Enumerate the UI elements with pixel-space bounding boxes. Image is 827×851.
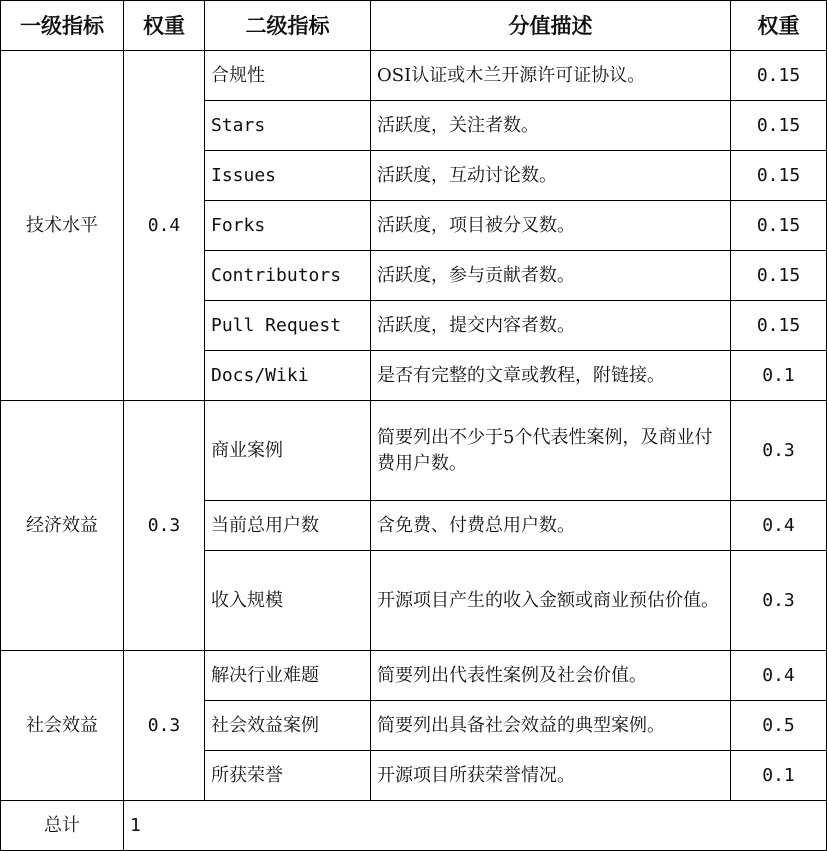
indicator-cell: 当前总用户数 bbox=[205, 501, 371, 551]
description-cell: 简要列出具备社会效益的典型案例。 bbox=[371, 701, 731, 751]
description-cell: 活跃度，互动讨论数。 bbox=[371, 151, 731, 201]
table-row bbox=[1, 651, 827, 701]
description-cell: 活跃度，关注者数。 bbox=[371, 101, 731, 151]
indicator-cell: Stars bbox=[205, 101, 371, 151]
group-name-cell: 技术水平 bbox=[1, 51, 124, 401]
total-label: 总计 bbox=[1, 801, 124, 851]
description-cell: 活跃度，提交内容者数。 bbox=[371, 301, 731, 351]
description-cell: 开源项目产生的收入金额或商业预估价值。 bbox=[371, 551, 731, 651]
table-row bbox=[1, 401, 827, 501]
weight-cell: 0.1 bbox=[731, 351, 827, 401]
indicator-cell: 商业案例 bbox=[205, 401, 371, 501]
group-name-cell: 社会效益 bbox=[1, 651, 124, 801]
weight-cell: 0.4 bbox=[731, 651, 827, 701]
description-cell: 是否有完整的文章或教程，附链接。 bbox=[371, 351, 731, 401]
total-value: 1 bbox=[124, 801, 827, 851]
indicator-cell: Issues bbox=[205, 151, 371, 201]
group-weight-cell: 0.3 bbox=[124, 401, 205, 651]
header-level1: 一级指标 bbox=[1, 1, 124, 51]
indicator-cell: 社会效益案例 bbox=[205, 701, 371, 751]
indicator-cell: 合规性 bbox=[205, 51, 371, 101]
weight-cell: 0.15 bbox=[731, 251, 827, 301]
total-row bbox=[1, 801, 827, 851]
weight-cell: 0.3 bbox=[731, 551, 827, 651]
description-cell: 简要列出代表性案例及社会价值。 bbox=[371, 651, 731, 701]
table-row bbox=[1, 51, 827, 101]
description-cell: 含免费、付费总用户数。 bbox=[371, 501, 731, 551]
weight-cell: 0.15 bbox=[731, 51, 827, 101]
weight-cell: 0.15 bbox=[731, 301, 827, 351]
description-cell: 简要列出不少于5个代表性案例，及商业付费用户数。 bbox=[371, 401, 731, 501]
header-weight1: 权重 bbox=[124, 1, 205, 51]
weight-cell: 0.15 bbox=[731, 151, 827, 201]
group-weight-cell: 0.3 bbox=[124, 651, 205, 801]
header-row bbox=[1, 1, 827, 51]
weight-cell: 0.1 bbox=[731, 751, 827, 801]
indicator-cell: 所获荣誉 bbox=[205, 751, 371, 801]
group-weight-cell: 0.4 bbox=[124, 51, 205, 401]
description-cell: OSI认证或木兰开源许可证协议。 bbox=[371, 51, 731, 101]
header-level2: 二级指标 bbox=[205, 1, 371, 51]
header-weight2: 权重 bbox=[731, 1, 827, 51]
indicator-cell: Contributors bbox=[205, 251, 371, 301]
weight-cell: 0.3 bbox=[731, 401, 827, 501]
weight-cell: 0.4 bbox=[731, 501, 827, 551]
weight-cell: 0.15 bbox=[731, 101, 827, 151]
description-cell: 活跃度，项目被分叉数。 bbox=[371, 201, 731, 251]
indicator-cell: 收入规模 bbox=[205, 551, 371, 651]
description-cell: 活跃度，参与贡献者数。 bbox=[371, 251, 731, 301]
group-name-cell: 经济效益 bbox=[1, 401, 124, 651]
weight-cell: 0.5 bbox=[731, 701, 827, 751]
indicator-cell: Forks bbox=[205, 201, 371, 251]
indicator-cell: 解决行业难题 bbox=[205, 651, 371, 701]
weight-cell: 0.15 bbox=[731, 201, 827, 251]
indicator-cell: Pull Request bbox=[205, 301, 371, 351]
indicator-cell: Docs/Wiki bbox=[205, 351, 371, 401]
header-description: 分值描述 bbox=[371, 1, 731, 51]
description-cell: 开源项目所获荣誉情况。 bbox=[371, 751, 731, 801]
